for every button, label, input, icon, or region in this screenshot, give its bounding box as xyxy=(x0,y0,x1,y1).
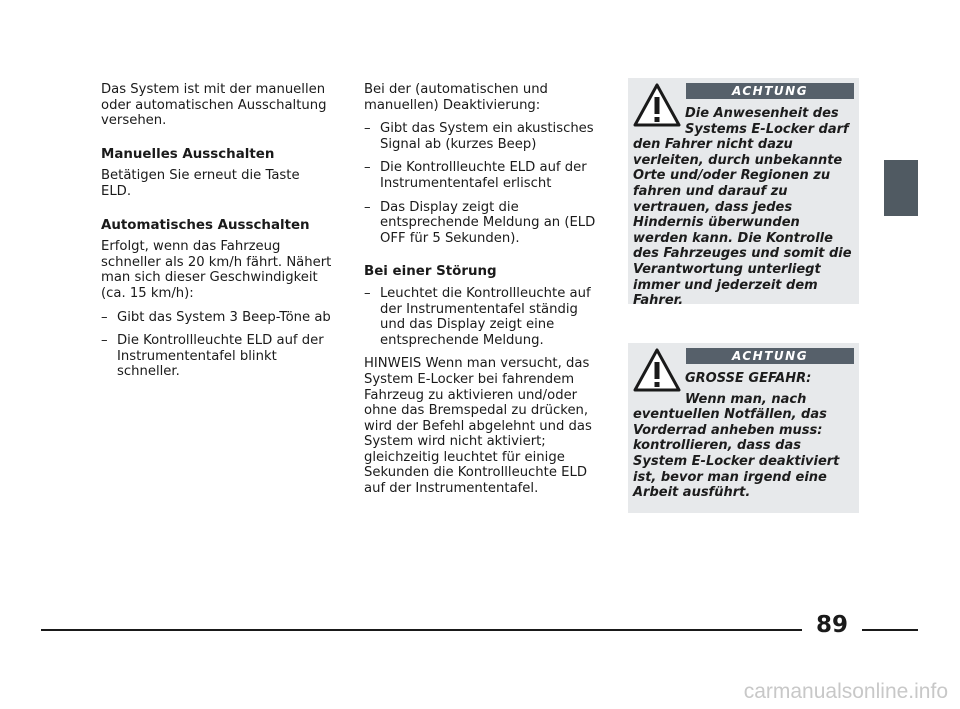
warning-title: GROSSE GEFAHR: xyxy=(685,371,812,386)
chapter-tab xyxy=(884,160,918,216)
list-item: – Gibt das System 3 Beep-Töne ab xyxy=(101,310,333,326)
warning-text-lead: Wenn man, nach xyxy=(685,391,807,407)
page-number: 89 xyxy=(815,612,848,638)
manual-heading: Manuelles Ausschalten xyxy=(101,146,275,162)
list-item: – Das Display zeigt die entsprechende Meldung an (ELD OFF für 5 Sekunden). xyxy=(364,200,599,247)
footer-rule xyxy=(862,629,918,631)
column-middle xyxy=(364,82,599,505)
watermark: carmanualsonline.info xyxy=(743,680,948,703)
fault-heading: Bei einer Störung xyxy=(364,264,497,280)
warning-text-rest: eventuellen Notfällen, das Vorderrad anheben muss: kontrollieren, dass das System E-Locker deaktiviert ist, bevor man irgend eine Arbeit ausführt. xyxy=(633,407,840,501)
intro-text: Das System ist mit der manuellen oder automatischen Ausschaltung versehen. xyxy=(101,82,327,129)
manual-text: Betätigen Sie erneut die Taste ELD. xyxy=(101,168,300,199)
warning-text xyxy=(633,106,854,309)
warning-text-lead: Die Anwesenheit des Systems E-Locker darf xyxy=(685,106,849,137)
list-item: – Die Kontrollleuchte ELD auf der Instrumententafel blinkt schneller. xyxy=(101,333,333,380)
warning-box-2 xyxy=(628,343,859,513)
list-item: – Leuchtet die Kontrollleuchte auf der Instrumententafel ständig und das Display zeigt eine entsprechende Meldung. xyxy=(364,286,599,348)
warning-text-rest: den Fahrer nicht dazu verleiten, durch unbekannte Orte und/oder Regionen zu fahren und darauf zu vertrauen, dass jedes Hindernis überwunden werden kann. Die Kontrolle des Fahrzeuges und somit die Verantwortung unterliegt immer und jederzeit dem Fahrer. xyxy=(633,137,852,309)
warning-label: ACHTUNG xyxy=(686,348,854,364)
footer-rule xyxy=(41,629,802,631)
warning-box-1 xyxy=(628,78,859,309)
warning-text xyxy=(633,371,854,501)
column-left xyxy=(101,82,333,388)
note-text: HINWEIS Wenn man versucht, das System E-Locker bei fahrendem Fahrzeug zu aktivieren und/oder ohne das Bremspedal zu drücken, wird der Befehl abgelehnt und das System wird nicht aktiviert; gleichzeitig leuchtet für einige Sekunden die Kontrollleuchte ELD auf der Instrumententafel. xyxy=(364,356,592,497)
auto-heading: Automatisches Ausschalten xyxy=(101,217,310,233)
list-item: – Die Kontrollleuchte ELD auf der Instrumententafel erlischt xyxy=(364,160,599,191)
deactivation-text: Bei der (automatischen und manuellen) Deaktivierung: xyxy=(364,82,548,113)
warning-label: ACHTUNG xyxy=(686,83,854,99)
list-item: – Gibt das System ein akustisches Signal ab (kurzes Beep) xyxy=(364,121,599,152)
auto-text: Erfolgt, wenn das Fahrzeug schneller als 20 km/h fährt. Nähert man sich dieser Geschwindigkeit (ca. 15 km/h): xyxy=(101,239,332,301)
